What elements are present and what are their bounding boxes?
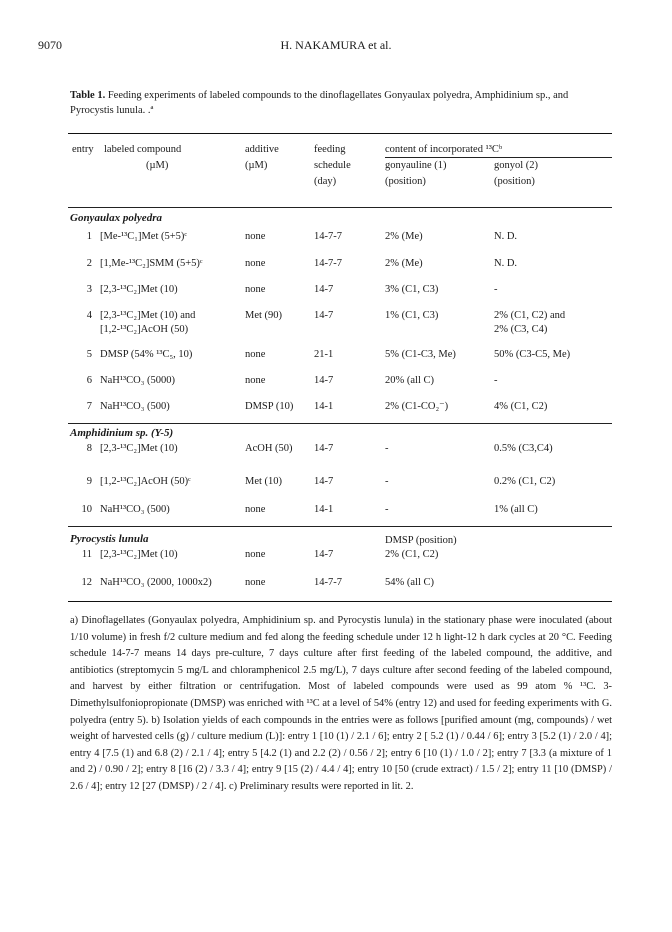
group-rule-2 (68, 526, 612, 527)
header-gonyol (494, 158, 538, 190)
cell-gonyauline: - (385, 504, 389, 515)
cell-additive: none (245, 375, 266, 386)
table-footnotes (70, 613, 612, 796)
cell-entry: 10 (81, 504, 92, 515)
cell-schedule: 21-1 (314, 349, 334, 360)
footnote-a: a) Dinoflagellates (Gonyaulax polyedra, Amphidinium sp. and Pyrocystis lunula) in the stationary phase were inoculated (about 1/10 volume) in fresh f/2 culture medium and fed along the feeding schedule under 12 h light-12 h dark cycles at 20 °C. Feeding schedule 14-7-7 means 14 days pre-culture, 7 days culture after first feeding of the labeled compound, the additive, and antibiotics (streptomycin 5 mg/L and chloramphenicol 2.5 mg/L), 7 days culture after second feeding of the labeled compound, and harvest by either filtration or centrifugation. Most of labeled compounds were used as 99 atom % ¹³C. 3-Dimethylsulfoniopropionate (DMSP) was enriched with ¹³C at a level of 54% (entry 12) and used for feeding experiments with G. polyedra (entry 5). (70, 615, 612, 726)
cell-compound: NaH¹³CO₃ (2000, 1000x2) (100, 577, 212, 588)
cell-schedule: 14-7-7 (314, 577, 342, 588)
cell-compound: NaH¹³CO₃ (500) (100, 401, 170, 412)
pyrocystis-dmsp-position-header: DMSP (position) (385, 535, 457, 546)
cell-gonyauline: 54% (all C) (385, 577, 434, 588)
cell-gonyol: 50% (C3-C5, Me) (494, 349, 571, 360)
header-additive-line1: additive (245, 144, 279, 155)
header-gonyauline (385, 158, 447, 190)
page-number: 9070 (38, 38, 62, 52)
header-schedule (314, 142, 351, 190)
header-gonyauline-line2: (position) (385, 176, 426, 187)
cell-gonyol: 0.5% (C3,C4) (494, 443, 553, 454)
table-row (0, 230, 672, 260)
cell-gonyauline: 2% (C1-CO₂⁻) (385, 401, 449, 412)
header-schedule-line1: feeding (314, 144, 346, 155)
header-compound-line1: labeled compound (104, 144, 182, 155)
cell-schedule: 14-7 (314, 310, 334, 321)
cell-gonyol: 0.2% (C1, C2) (494, 476, 556, 487)
cell-entry: 6 (86, 375, 92, 386)
cell-compound: [2,3-¹³C₂]Met (10) (100, 549, 178, 560)
table-bottom-rule (68, 601, 612, 602)
running-head: H. NAKAMURA et al. (280, 38, 392, 52)
cell-entry: 12 (81, 577, 92, 588)
cell-additive: none (245, 258, 266, 269)
cell-gonyauline: 20% (all C) (385, 375, 434, 386)
header-schedule-line2: schedule (314, 160, 351, 171)
cell-gonyol: N. D. (494, 258, 518, 269)
cell-gonyol: 1% (all C) (494, 504, 538, 515)
cell-compound-second-line: [1,2-¹³C₂]AcOH (50) (100, 324, 189, 335)
cell-compound: [Me-¹³C₁]Met (5+5)ᶜ (100, 231, 188, 242)
cell-entry: 7 (86, 401, 92, 412)
cell-gonyauline: - (385, 443, 389, 454)
cell-entry: 1 (86, 231, 92, 242)
cell-additive: Met (90) (245, 310, 283, 321)
cell-gonyol: 2% (C1, C2) and (494, 310, 566, 321)
table-top-rule (68, 133, 612, 134)
header-schedule-line3: (day) (314, 176, 337, 187)
cell-gonyauline: 5% (C1-C3, Me) (385, 349, 456, 360)
cell-gonyauline: 2% (Me) (385, 231, 423, 242)
table-row (0, 503, 672, 533)
cell-additive: none (245, 349, 266, 360)
footnote-b: b) Isolation yields of each compounds in the entries were as follows [purified amount (mg, compounds) / wet weight of harvested cells (g) / culture medium (L)]: entry 1 [10 (1) / 2.1 / 6]; entry 2 [ 5.2 (1) / 0.44 / 6]; entry 3 [5.2 (1) / 2.0 / 4]; entry 4 [7.5 (1) and 6.8 (2) / 2.1 / 4]; entry 5 [4.2 (1) and 2.2 (2) / 0.56 / 2]; entry 6 [10 (1) / 1.0 / 2]; entry 7 [3.3 (a mixture of 1 and 2) / 0.90 / 2]; entry 8 [16 (2) / 3.3 / 4]; entry 9 [15 (2) / 4.4 / 4]; entry 10 [50 (crude extract) / 1.5 / 2]; entry 11 [10 (DMSP) / 2.6 / 4]; entry 12 [27 (DMSP) / 2 / 4]. (70, 714, 612, 792)
cell-gonyauline: - (385, 476, 389, 487)
header-gonyol-line2: (position) (494, 176, 535, 187)
header-additive (245, 142, 279, 174)
header-bottom-rule (68, 207, 612, 208)
table-row (0, 309, 672, 339)
cell-compound: DMSP (54% ¹³C₅, 10) (100, 349, 193, 360)
caption-text: Feeding experiments of labeled compounds to the dinoflagellates Gonyaulax polyedra, Amphidinium sp., and Pyrocystis lunula. .ª (70, 90, 569, 116)
cell-schedule: 14-1 (314, 504, 334, 515)
header-additive-line2: (µM) (245, 160, 268, 171)
cell-gonyauline: 3% (C1, C3) (385, 284, 439, 295)
cell-compound: [2,3-¹³C₂]Met (10) and (100, 310, 196, 321)
cell-entry: 9 (86, 476, 92, 487)
cell-additive: none (245, 504, 266, 515)
group-rule-1 (68, 423, 612, 424)
cell-compound: NaH¹³CO₃ (500) (100, 504, 170, 515)
cell-gonyauline: 2% (C1, C2) (385, 549, 439, 560)
cell-schedule: 14-1 (314, 401, 334, 412)
footnote-c: c) Preliminary results were reported in lit. 2. (226, 780, 414, 792)
header-compound (104, 142, 181, 174)
cell-compound: [2,3-¹³C₂]Met (10) (100, 284, 178, 295)
cell-gonyol: - (494, 284, 498, 295)
header-entry: entry (72, 144, 94, 155)
cell-additive: DMSP (10) (245, 401, 294, 412)
cell-entry: 11 (81, 549, 92, 560)
cell-gonyauline: 1% (C1, C3) (385, 310, 439, 321)
cell-entry: 2 (86, 258, 92, 269)
cell-gonyol: - (494, 375, 498, 386)
cell-gonyol: N. D. (494, 231, 518, 242)
cell-gonyauline: 2% (Me) (385, 258, 423, 269)
cell-additive: Met (10) (245, 476, 283, 487)
cell-compound: [2,3-¹³C₂]Met (10) (100, 443, 178, 454)
cell-additive: none (245, 284, 266, 295)
table-row (0, 548, 672, 578)
group-heading-gonyaulax: Gonyaulax polyedra (70, 212, 162, 224)
header-gonyol-line1: gonyol (2) (494, 160, 539, 171)
cell-schedule: 14-7 (314, 284, 334, 295)
cell-compound: NaH¹³CO₃ (5000) (100, 375, 175, 386)
header-content: content of incorporated ¹³Cᵇ (385, 144, 503, 155)
table-caption (70, 88, 610, 118)
cell-entry: 5 (86, 349, 92, 360)
cell-schedule: 14-7 (314, 549, 334, 560)
cell-entry: 8 (86, 443, 92, 454)
cell-schedule: 14-7 (314, 443, 334, 454)
cell-schedule: 14-7-7 (314, 231, 342, 242)
group-heading-amphidinium: Amphidinium sp. (Y-5) (70, 427, 174, 439)
header-gonyauline-line1: gonyauline (1) (385, 160, 447, 171)
cell-entry: 3 (86, 284, 92, 295)
table-row (0, 442, 672, 472)
caption-label: Table 1. (70, 90, 106, 101)
table-row (0, 475, 672, 505)
table-row (0, 400, 672, 430)
cell-additive: AcOH (50) (245, 443, 293, 454)
cell-schedule: 14-7 (314, 476, 334, 487)
header-compound-line2: (µM) (146, 160, 169, 171)
cell-compound: [1,Me-¹³C₂]SMM (5+5)ᶜ (100, 258, 203, 269)
cell-compound: [1,2-¹³C₂]AcOH (50)ᶜ (100, 476, 191, 487)
cell-additive: none (245, 577, 266, 588)
cell-entry: 4 (86, 310, 92, 321)
group-heading-pyrocystis: Pyrocystis lunula (70, 533, 149, 545)
cell-gonyol-second-line: 2% (C3, C4) (494, 324, 548, 335)
cell-schedule: 14-7-7 (314, 258, 342, 269)
cell-gonyol: 4% (C1, C2) (494, 401, 548, 412)
cell-schedule: 14-7 (314, 375, 334, 386)
cell-additive: none (245, 231, 266, 242)
cell-additive: none (245, 549, 266, 560)
